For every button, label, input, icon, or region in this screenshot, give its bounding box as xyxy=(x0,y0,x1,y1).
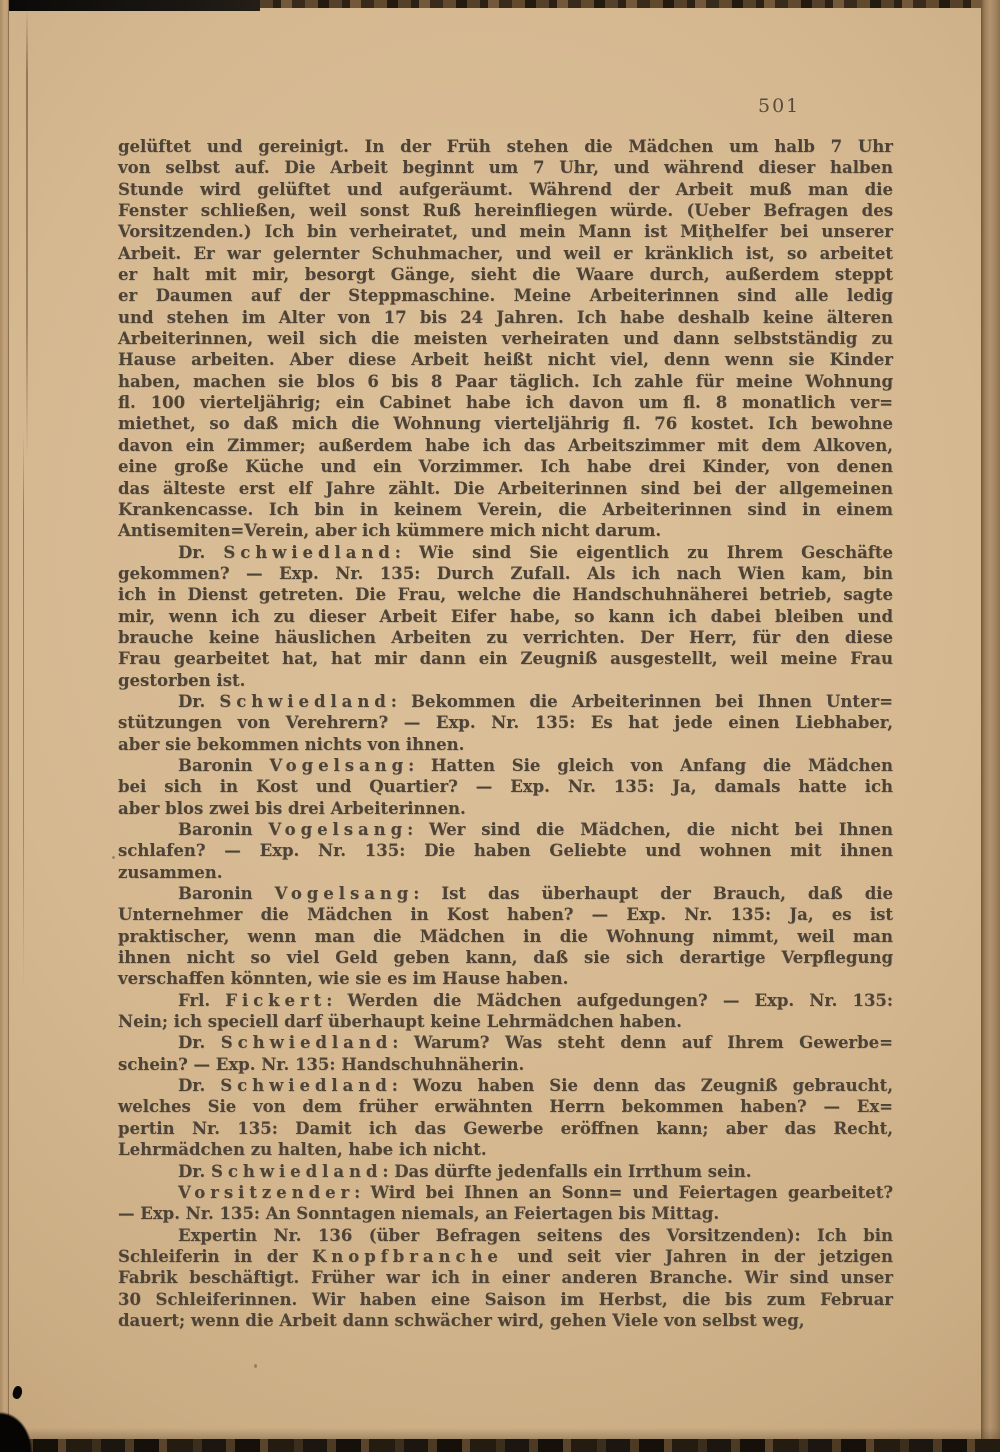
text-segment: : Wer sind die Mädchen, die nicht bei Ihnen xyxy=(407,820,893,839)
text-segment: : Ist das überhaupt der Brauch, daß die xyxy=(413,884,893,904)
text-segment: Schleiferin in der xyxy=(118,1246,313,1266)
text-line xyxy=(118,627,893,648)
text-segment: das älteste erst elf Jahre zählt. Die Arbeiterinnen sind bei der allgemeinen xyxy=(118,478,893,498)
text-line xyxy=(118,1203,893,1224)
text-segment: schein? — Exp. Nr. 135: Handschuhnäherin. xyxy=(118,1054,525,1074)
text-line xyxy=(118,349,893,370)
text-line xyxy=(118,456,893,477)
text-line xyxy=(118,798,893,819)
text-line xyxy=(118,606,893,627)
text-line xyxy=(118,1161,893,1182)
text-segment: Dr. xyxy=(178,542,224,562)
speaker-name-spaced: Fickert xyxy=(225,990,327,1010)
text-line xyxy=(118,734,893,755)
text-line xyxy=(118,968,893,989)
binding-shadow-bottom-left xyxy=(0,1380,58,1452)
text-line xyxy=(118,285,893,306)
speaker-name-spaced: Vogelsang xyxy=(268,820,408,839)
text-segment: Expertin Nr. 136 (über Befragen seitens des Vorsitzenden): Ich bin xyxy=(178,1225,893,1245)
text-line xyxy=(118,840,893,861)
text-segment: miethet, so daß mich die Wohnung vierteljährig fl. 76 kostet. Ich bewohne xyxy=(118,414,893,434)
text-line xyxy=(118,990,893,1011)
text-line xyxy=(118,1054,893,1075)
text-line xyxy=(118,1075,893,1096)
text-segment: brauche keine häuslichen Arbeiten zu verrichten. Der Herr, für den diese xyxy=(118,627,893,647)
speaker-name-spaced: Schwiedland xyxy=(210,1161,383,1181)
text-line xyxy=(118,328,893,349)
fore-edge-right xyxy=(981,0,1000,1452)
text-segment: zusammen. xyxy=(118,862,223,882)
text-segment: — Exp. Nr. 135: An Sonntagen niemals, an Feiertagen bis Mittag. xyxy=(118,1204,720,1224)
text-line xyxy=(118,947,893,968)
text-line xyxy=(118,1289,893,1310)
text-segment: haben, machen sie blos 6 bis 8 Paar täglich. Ich zahle für meine Wohnung xyxy=(118,371,893,391)
text-segment: aber sie bekommen nichts von ihnen. xyxy=(118,734,465,754)
text-line xyxy=(118,691,893,712)
text-segment: : Das dürfte jedenfalls ein Irrthum sein. xyxy=(382,1161,752,1181)
text-segment: Fabrik beschäftigt. Früher war ich in einer anderen Branche. Wir sind unser xyxy=(118,1268,893,1288)
paper-crease xyxy=(23,430,24,990)
text-line xyxy=(118,1011,893,1032)
text-line xyxy=(118,1267,893,1288)
text-line xyxy=(118,904,893,925)
text-line xyxy=(118,542,893,563)
text-segment: Stunde wird gelüftet und aufgeräumt. Während der Arbeit muß man die xyxy=(118,179,893,199)
text-segment: : Wird bei Ihnen an Sonn= und Feiertagen gearbeitet? xyxy=(354,1182,893,1202)
text-segment: ihnen nicht so viel Geld geben kann, daß sie sich derartige Verpflegung xyxy=(118,948,893,968)
text-segment: praktischer, wenn man die Mädchen in die Wohnung nimmt, weil man xyxy=(118,926,893,946)
text-line xyxy=(118,1182,893,1203)
text-segment: Lehrmädchen zu halten, habe ich nicht. xyxy=(118,1140,487,1160)
text-line xyxy=(118,307,893,328)
paper-speck xyxy=(112,856,115,859)
text-segment: Dr. xyxy=(178,1076,221,1096)
text-line xyxy=(118,478,893,499)
text-line xyxy=(118,1096,893,1117)
text-line xyxy=(118,1032,893,1053)
text-line xyxy=(118,499,893,520)
text-segment: Arbeiterinnen, weil sich die meisten verheiraten und dann selbstständig zu xyxy=(118,329,893,349)
text-line xyxy=(118,1139,893,1160)
text-line xyxy=(118,776,893,797)
text-segment: Dr. xyxy=(178,691,220,711)
text-line xyxy=(118,584,893,605)
page-number: 501 xyxy=(758,95,801,117)
text-line xyxy=(118,243,893,264)
text-line xyxy=(118,200,893,221)
page-edge-left xyxy=(0,0,9,1452)
paper-speck xyxy=(254,1364,257,1368)
text-segment: von selbst auf. Die Arbeit beginnt um 7 Uhr, und während dieser halben xyxy=(118,158,893,178)
text-line xyxy=(118,264,893,285)
text-segment: Frau gearbeitet hat, hat mir dann ein Zeugniß ausgestellt, weil meine Frau xyxy=(118,649,893,669)
text-line xyxy=(118,1118,893,1139)
text-line xyxy=(118,136,893,157)
speaker-name-spaced: Schwiedland xyxy=(219,691,391,711)
text-line xyxy=(118,1310,893,1331)
speaker-name-spaced: Vorsitzender xyxy=(178,1182,355,1202)
text-line xyxy=(118,670,893,691)
text-line xyxy=(118,392,893,413)
text-segment: Baronin xyxy=(178,884,275,904)
text-segment: Dr. xyxy=(178,1161,211,1181)
text-segment: : Warum? Was steht denn auf Ihrem Gewerbe= xyxy=(392,1033,893,1053)
text-line xyxy=(118,862,893,883)
text-segment: und stehen im Alter von 17 bis 24 Jahren. Ich habe deshalb keine älteren xyxy=(118,307,893,327)
text-segment: Antisemiten=Verein, aber ich kümmere mich nicht darum. xyxy=(118,521,662,541)
page-block-edge-bottom xyxy=(0,1439,1000,1452)
text-segment: Dr. xyxy=(178,1033,221,1053)
text-segment: er Daumen auf der Steppmaschine. Meine Arbeiterinnen sind alle ledig xyxy=(118,286,893,306)
body-text-block xyxy=(118,136,893,1331)
text-line xyxy=(118,1246,893,1267)
text-segment: schlafen? — Exp. Nr. 135: Die haben Geliebte und wohnen mit ihnen xyxy=(118,841,893,861)
text-line xyxy=(118,648,893,669)
text-segment: : Wie sind Sie eigentlich zu Ihrem Geschäfte xyxy=(394,542,894,562)
speaker-name-spaced: Vogelsang xyxy=(274,884,414,904)
text-segment: Nein; ich speciell darf überhaupt keine Lehrmädchen haben. xyxy=(118,1012,682,1032)
text-segment: ich in Dienst getreten. Die Frau, welche die Handschuhnäherei betrieb, sagte xyxy=(118,585,893,605)
text-line xyxy=(118,1225,893,1246)
text-segment: dauert; wenn die Arbeit dann schwächer wird, gehen Viele von selbst weg, xyxy=(118,1310,805,1330)
text-segment: gelüftet und gereinigt. In der Früh stehen die Mädchen um halb 7 Uhr xyxy=(118,137,893,156)
speaker-name-spaced: Knopfbranche xyxy=(312,1246,503,1266)
text-segment: gekommen? — Exp. Nr. 135: Durch Zufall. Als ich nach Wien kam, bin xyxy=(118,563,893,583)
text-segment: stützungen von Verehrern? — Exp. Nr. 135: Es hat jede einen Liebhaber, xyxy=(118,713,893,733)
text-segment: davon ein Zimmer; außerdem habe ich das Arbeitszimmer mit dem Alkoven, xyxy=(118,435,893,455)
text-segment: welches Sie von dem früher erwähnten Herrn bekommen haben? — Ex= xyxy=(118,1097,893,1117)
text-segment: bei sich in Kost und Quartier? — Exp. Nr. 135: Ja, damals hatte ich xyxy=(118,777,893,797)
text-line xyxy=(118,520,893,541)
text-line xyxy=(118,179,893,200)
binding-edge-top xyxy=(8,0,260,11)
text-segment: Hause arbeiten. Aber diese Arbeit heißt nicht viel, denn wenn sie Kinder xyxy=(118,350,893,370)
text-segment: mir, wenn ich zu dieser Arbeit Eifer habe, so kann ich dabei bleiben und xyxy=(118,606,893,626)
text-segment: Vorsitzenden.) Ich bin verheiratet, und mein Mann ist Mithelfer bei unserer xyxy=(118,222,893,242)
text-line xyxy=(118,435,893,456)
paper-crease xyxy=(26,8,28,458)
speaker-name-spaced: Schwiedland xyxy=(220,1033,393,1053)
text-segment: verschaffen könnten, wie sie es im Hause haben. xyxy=(118,969,569,989)
text-line xyxy=(118,926,893,947)
text-segment: pertin Nr. 135: Damit ich das Gewerbe eröffnen kann; aber das Recht, xyxy=(118,1118,893,1138)
text-line xyxy=(118,413,893,434)
text-segment: Fenster schließen, weil sonst Ruß hereinfliegen würde. (Ueber Befragen des xyxy=(118,201,893,221)
text-segment: Baronin xyxy=(178,755,270,775)
text-segment: gestorben ist. xyxy=(118,670,246,690)
text-line xyxy=(118,883,893,904)
text-line xyxy=(118,712,893,733)
speaker-name-spaced: Vogelsang xyxy=(269,755,409,775)
text-segment: Arbeit. Er war gelernter Schuhmacher, und weil er kränklich ist, so arbeitet xyxy=(118,243,893,263)
text-segment: : Bekommen die Arbeiterinnen bei Ihnen Unter= xyxy=(390,691,893,711)
speaker-name-spaced: Schwiedland xyxy=(223,542,395,562)
text-segment: und seit vier Jahren in der jetzigen xyxy=(502,1246,893,1266)
text-segment: eine große Küche und ein Vorzimmer. Ich habe drei Kinder, von denen xyxy=(118,457,893,477)
text-segment: : Wozu haben Sie denn das Zeugniß gebraucht, xyxy=(391,1076,893,1096)
text-segment: Krankencasse. Ich bin in keinem Verein, die Arbeiterinnen sind in einem xyxy=(118,499,893,519)
speaker-name-spaced: Schwiedland xyxy=(220,1076,392,1096)
text-segment: Unternehmer die Mädchen in Kost haben? — Exp. Nr. 135: Ja, es ist xyxy=(118,905,893,925)
text-segment: : Hatten Sie gleich von Anfang die Mädchen xyxy=(408,755,893,775)
text-line xyxy=(118,371,893,392)
text-line xyxy=(118,221,893,242)
page-block-edge-top xyxy=(260,0,1000,8)
text-segment: Baronin xyxy=(178,820,269,839)
text-segment: 30 Schleiferinnen. Wir haben eine Saison im Herbst, die bis zum Februar xyxy=(118,1289,893,1309)
text-segment: er halt mit mir, besorgt Gänge, sieht die Waare durch, außerdem steppt xyxy=(118,265,893,285)
text-segment: : Werden die Mädchen aufgedungen? — Exp. Nr. 135: xyxy=(326,990,893,1010)
text-segment: fl. 100 vierteljährig; ein Cabinet habe ich davon um fl. 8 monatlich ver= xyxy=(118,393,893,413)
text-segment: aber blos zwei bis drei Arbeiterinnen. xyxy=(118,798,466,818)
text-line xyxy=(118,819,893,840)
text-segment: Frl. xyxy=(178,990,226,1010)
text-line xyxy=(118,563,893,584)
text-line xyxy=(118,157,893,178)
text-line xyxy=(118,755,893,776)
